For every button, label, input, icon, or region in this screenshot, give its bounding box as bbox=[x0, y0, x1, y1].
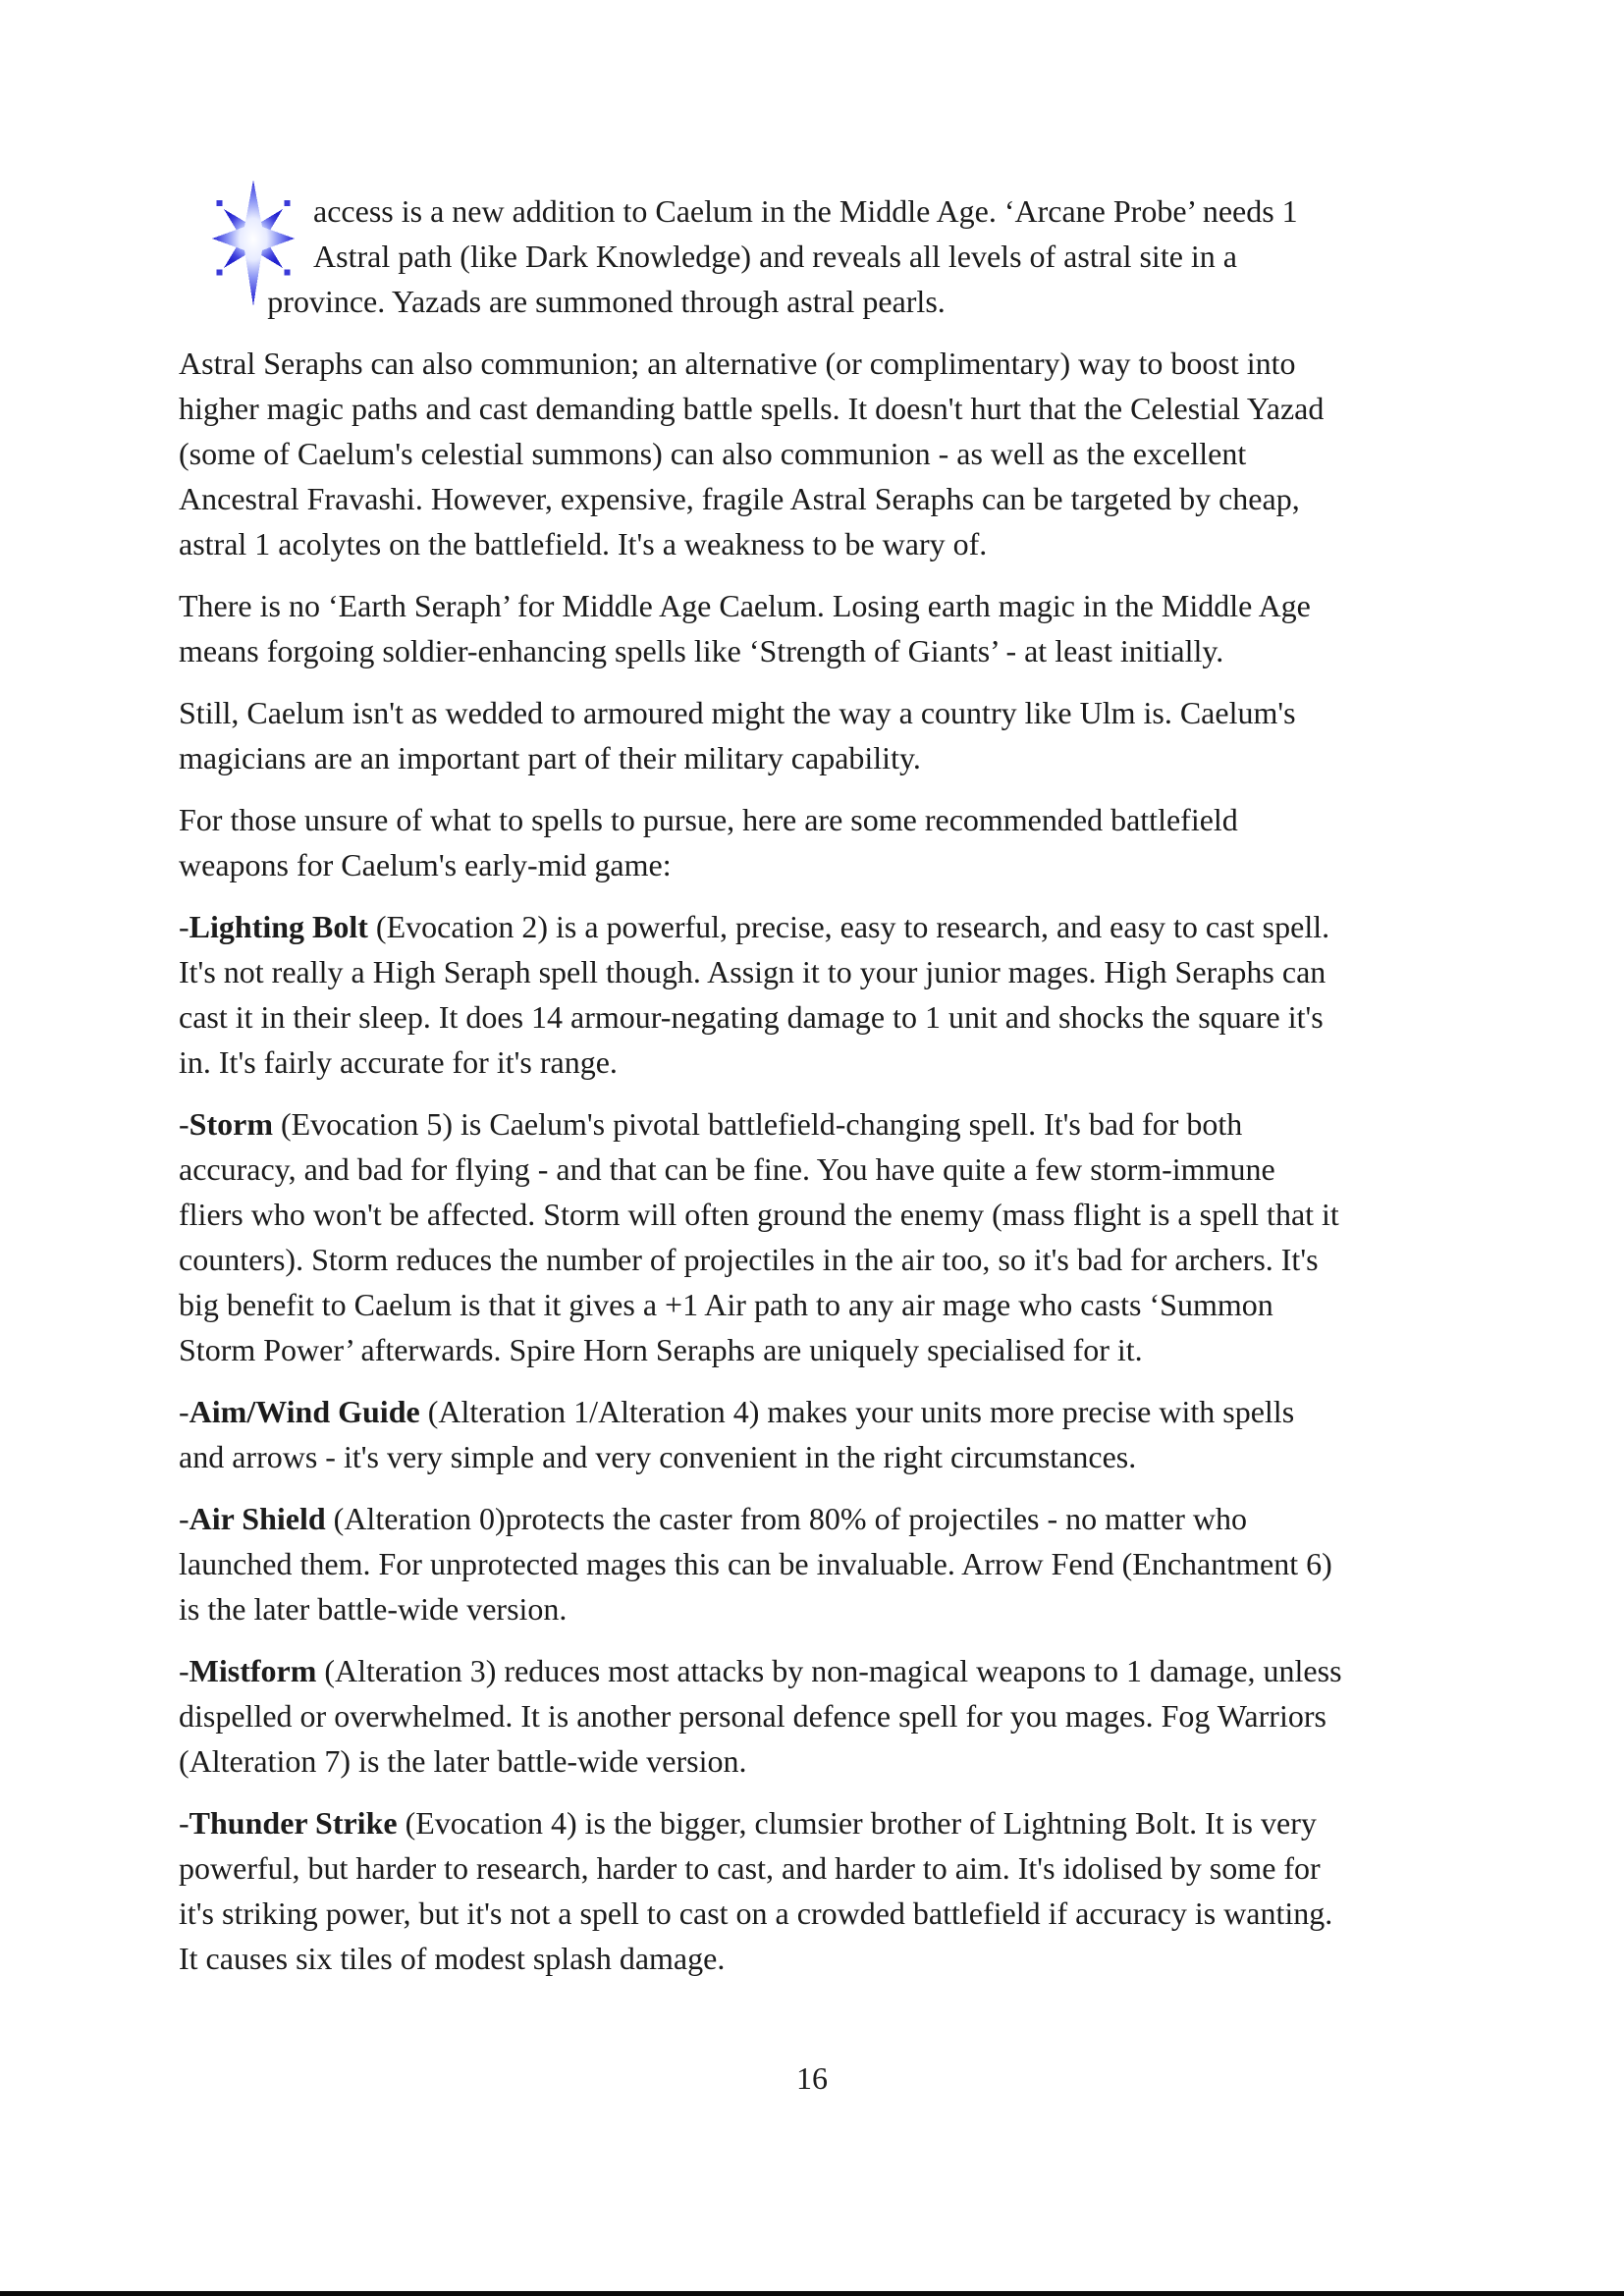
spell-paragraph-aim-wind-guide bbox=[179, 1389, 1342, 1479]
spell-text: (Alteration 3) reduces most attacks by non-magical weapons to 1 damage, unless dispelled or overwhelmed. It is another personal defence spell for you mages. Fog Warriors (Alteration 7) is the later battle-wide version. bbox=[179, 1653, 1342, 1779]
spell-paragraph-mistform bbox=[179, 1648, 1342, 1784]
spell-paragraph-storm bbox=[179, 1101, 1342, 1372]
page-number: 16 bbox=[796, 2060, 828, 2096]
spell-name-thunder-strike: Thunder Strike bbox=[189, 1805, 398, 1841]
spell-text: (Alteration 1/Alteration 4) makes your units more precise with spells and arrows - it's very simple and very convenient in the right circumstances. bbox=[179, 1394, 1295, 1474]
paragraph-earth-seraph: There is no ‘Earth Seraph’ for Middle Age Caelum. Losing earth magic in the Middle Age means forgoing soldier-enhancing spells like ‘Strength of Giants’ - at least initially. bbox=[179, 588, 1311, 668]
intro-paragraph-arcane-access bbox=[179, 188, 1342, 324]
spell-paragraph-lighting-bolt bbox=[179, 904, 1342, 1085]
spell-name-lighting-bolt: Lighting Bolt bbox=[189, 909, 368, 944]
spell-dash: - bbox=[179, 1501, 189, 1536]
spell-dash: - bbox=[179, 1106, 189, 1142]
spell-name-air-shield: Air Shield bbox=[189, 1501, 326, 1536]
spell-text: (Evocation 5) is Caelum's pivotal battlefield-changing spell. It's bad for both accuracy, and bad for flying - and that can be fine. You have quite a few storm-immune fliers who won't be affected. Storm will often ground the enemy (mass flight is a spell that it counters). Storm reduces the number of projectiles in the air too, so it's bad for archers. It's big benefit to Caelum is that it gives a +1 Air path to any air mage who casts ‘Summon Storm Power’ afterwards. Spire Horn Seraphs are uniquely specialised for it. bbox=[179, 1106, 1339, 1367]
spell-name-storm: Storm bbox=[189, 1106, 273, 1142]
spell-dash: - bbox=[179, 1653, 189, 1688]
spell-text: (Evocation 4) is the bigger, clumsier brother of Lightning Bolt. It is very powerful, but harder to research, harder to cast, and harder to aim. It's idolised by some for it's striking power, but it's not a spell to cast on a crowded battlefield if accuracy is wanting. It causes six tiles of modest splash damage. bbox=[179, 1805, 1333, 1976]
spell-text: (Alteration 0)protects the caster from 80% of projectiles - no matter who launched them. For unprotected mages this can be invaluable. Arrow Fend (Enchantment 6) is the later battle-wide version. bbox=[179, 1501, 1332, 1627]
spell-dash: - bbox=[179, 1394, 189, 1429]
page-bottom-edge bbox=[0, 2291, 1624, 2296]
spell-dash: - bbox=[179, 909, 189, 944]
spell-paragraph-thunder-strike bbox=[179, 1800, 1342, 1981]
intro-paragraph-text: access is a new addition to Caelum in the Middle Age. ‘Arcane Probe’ needs 1 Astral path (like Dark Knowledge) and reveals all levels of astral site in a province. Yazads are summoned through astral pearls. bbox=[267, 193, 1298, 319]
spell-text: (Evocation 2) is a powerful, precise, easy to research, and easy to cast spell. It's not really a High Seraph spell though. Assign it to your junior mages. High Seraphs can cast it in their sleep. It does 14 armour-negating damage to 1 unit and shocks the square it's in. It's fairly accurate for it's range. bbox=[179, 909, 1330, 1080]
spell-dash: - bbox=[179, 1805, 189, 1841]
spell-name-aim-wind-guide: Aim/Wind Guide bbox=[189, 1394, 420, 1429]
paragraph-astral-seraphs: Astral Seraphs can also communion; an alternative (or complimentary) way to boost into higher magic paths and cast demanding battle spells. It doesn't hurt that the Celestial Yazad (some of Caelum's celestial summons) can also communion - as well as the excellent Ancestral Fravashi. However, expensive, fragile Astral Seraphs can be targeted by cheap, astral 1 acolytes on the battlefield. It's a weakness to be wary of. bbox=[179, 346, 1325, 561]
spell-paragraph-air-shield bbox=[179, 1496, 1342, 1631]
page-text-block bbox=[179, 188, 1342, 1998]
spell-name-mistform: Mistform bbox=[189, 1653, 317, 1688]
paragraph-armoured-might: Still, Caelum isn't as wedded to armoured might the way a country like Ulm is. Caelum's magicians are an important part of their military capability. bbox=[179, 695, 1296, 775]
paragraph-recommended-weapons: For those unsure of what to spells to pursue, here are some recommended battlefield weapons for Caelum's early-mid game: bbox=[179, 802, 1238, 882]
